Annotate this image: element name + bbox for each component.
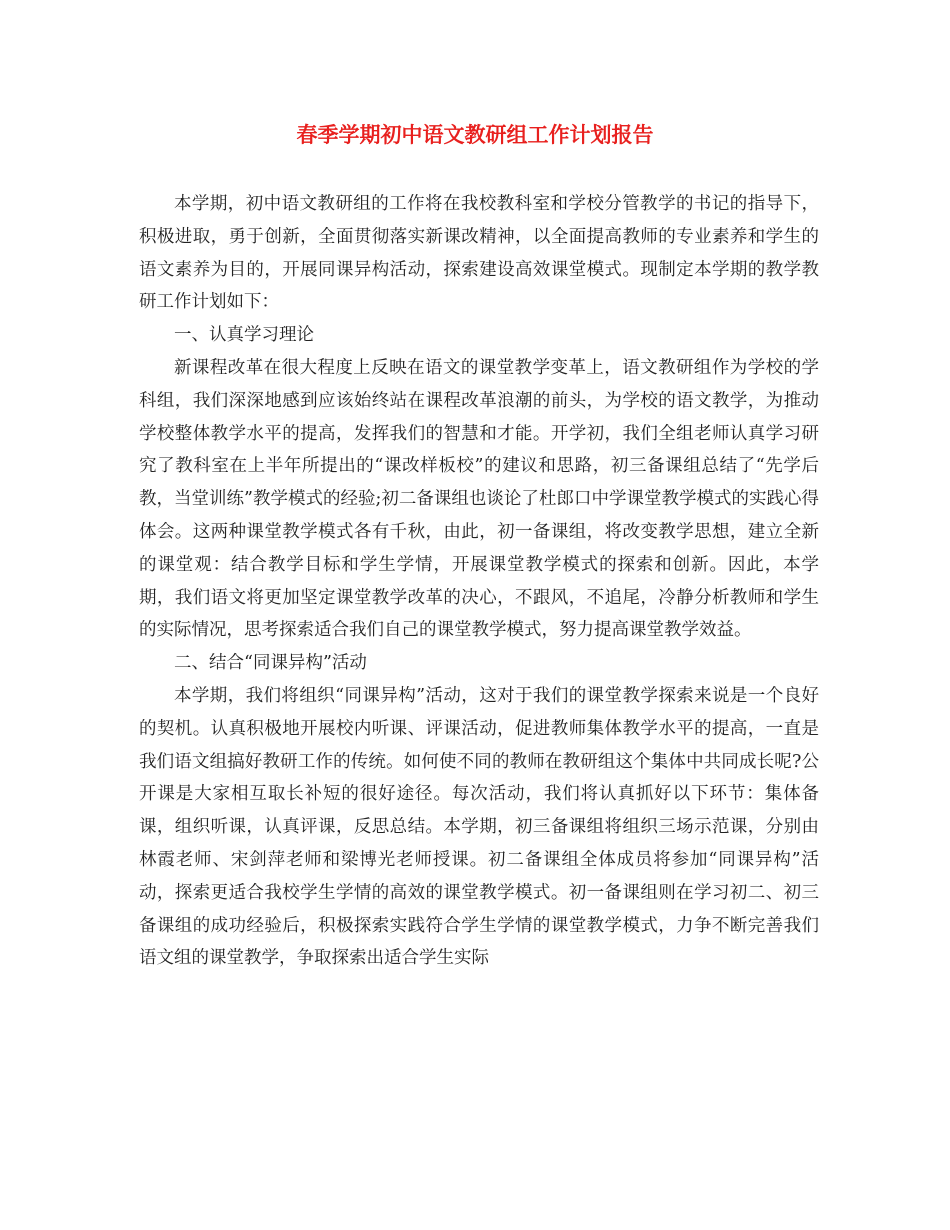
document-title: 春季学期初中语文教研组工作计划报告 — [296, 122, 654, 147]
document-body — [139, 188, 819, 975]
section-heading-1: 一、认真学习理论 — [174, 325, 314, 346]
section-heading-2: 二、结合“同课异构”活动 — [174, 653, 367, 674]
paragraph-intro: 本学期，初中语文教研组的工作将在我校教科室和学校分管教学的书记的指导下，积极进取，勇于创新，全面贯彻落实新课改精神，以全面提高教师的专业素养和学生的语文素养为目的，开展同课异构活动，探索建设高效课堂模式。现制定本学期的教学教研工作计划如下： — [139, 194, 819, 313]
paragraph-section-1: 新课程改革在很大程度上反映在语文的课堂教学变革上，语文教研组作为学校的学科组，我们深深地感到应该始终站在课程改革浪潮的前头，为学校的语文教学，为推动学校整体教学水平的提高，发挥我们的智慧和才能。开学初，我们全组老师认真学习研究了教科室在上半年所提出的“课改样板校”的建议和思路，初三备课组总结了“先学后教，当堂训练”教学模式的经验;初二备课组也谈论了杜郎口中学课堂教学模式的实践心得体会。这两种课堂教学模式各有千秋，由此，初一备课组，将改变教学思想，建立全新的课堂观：结合教学目标和学生学情，开展课堂教学模式的探索和创新。因此，本学期，我们语文将更加坚定课堂教学改革的决心，不跟风，不追尾，冷静分析教师和学生的实际情况，思考探索适合我们自己的课堂教学模式，努力提高课堂教学效益。 — [139, 357, 819, 641]
paragraph-section-2: 本学期，我们将组织“同课异构”活动，这对于我们的课堂教学探索来说是一个良好的契机。认真积极地开展校内听课、评课活动，促进教师集体教学水平的提高，一直是我们语文组搞好教研工作的传统。如何使不同的教师在教研组这个集体中共同成长呢?公开课是大家相互取长补短的很好途径。每次活动，我们将认真抓好以下环节：集体备课，组织听课，认真评课，反思总结。本学期，初三备课组将组织三场示范课，分别由林霞老师、宋剑萍老师和梁博光老师授课。初二备课组全体成员将参加“同课异构”活动，探索更适合我校学生学情的高效的课堂教学模式。初一备课组则在学习初二、初三备课组的成功经验后，积极探索实践符合学生学情的课堂教学模式，力争不断完善我们语文组的课堂教学，争取探索出适合学生实际 — [139, 685, 819, 969]
